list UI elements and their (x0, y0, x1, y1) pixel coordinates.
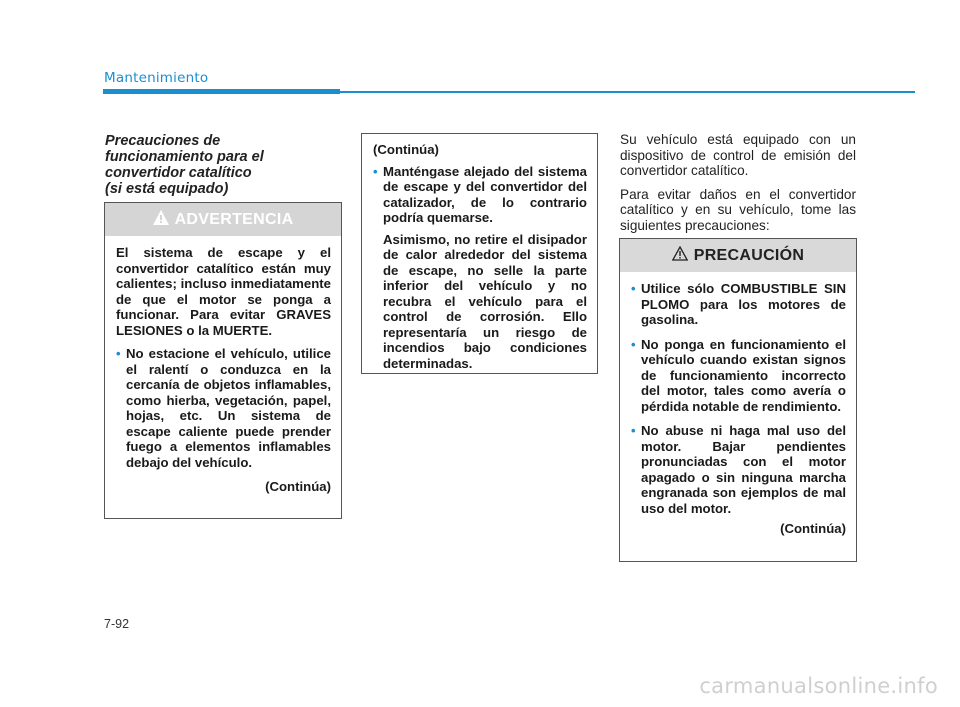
heading-line: Precauciones de (105, 133, 221, 149)
caution-bullet-text: Utilice sólo COMBUSTIBLE SIN PLOMO para los motores de gasolina. (641, 281, 846, 327)
bullet-dot: • (373, 163, 378, 179)
warning-bullet (116, 346, 331, 470)
continued-box (361, 133, 598, 374)
caution-bullet (631, 337, 846, 415)
caution-box-header (620, 239, 856, 272)
caution-title: PRECAUCIÓN (693, 246, 805, 264)
heading-line: convertidor catalítico (105, 165, 252, 181)
warning-paragraph: El sistema de escape y el convertidor catalítico están muy calientes; incluso inmediatamente de que el motor se ponga a funcionar. Para evitar GRAVES LESIONES o la MUERTE. (116, 245, 331, 338)
bullet-dot: • (631, 336, 636, 352)
warning-bullet-text: No estacione el vehículo, utilice el ralentí o conduzca en la cercanía de objetos inflamables, como hierba, vegetación, papel, hojas, etc. Un sistema de escape caliente puede prender fuego a elementos inflamables debajo del vehículo. (126, 346, 331, 470)
warning-box (104, 202, 342, 519)
bullet-dot: • (116, 346, 121, 361)
warning-box-header (105, 203, 341, 236)
intro-text (620, 132, 856, 242)
caution-box (619, 238, 857, 562)
heading-line: (si está equipado) (105, 181, 229, 197)
heading-line: funcionamiento para el (105, 149, 264, 165)
intro-paragraph: Su vehículo está equipado con un dispositivo de control de emisión del convertidor catalítico. (620, 132, 856, 179)
header-rule-thin (340, 91, 915, 93)
section-heading (105, 133, 345, 197)
watermark: carmanualsonline.info (699, 674, 938, 698)
header-rule-thick (103, 89, 340, 94)
continued-bullet-text: Manténgase alejado del sistema de escape y del convertidor del catalizador, de lo contrario podría quemarse. (383, 163, 587, 225)
continued-paragraph: Asimismo, no retire el disipador de calor alrededor del sistema de escape, no selle la parte inferior del vehículo y no recubra el vehículo para el control de corrosión. Ello representaría un riesgo de incendios bajo condiciones determinadas. (383, 231, 587, 371)
continued-label: (Continúa) (373, 142, 439, 157)
page-number: 7-92 (104, 617, 130, 631)
bullet-dot: • (631, 281, 636, 296)
caution-bullet-text: No abuse ni haga mal uso del motor. Bajar pendientes pronunciadas con el motor apagado o sin ninguna marcha engranada son ejemplos de mal uso del motor. (641, 423, 846, 516)
warning-title: ADVERTENCIA (174, 210, 294, 228)
bullet-dot: • (631, 423, 636, 438)
continued-label: (Continúa) (780, 521, 846, 536)
continued-label: (Continúa) (265, 479, 331, 494)
caution-triangle-icon (672, 246, 688, 266)
caution-bullet (631, 423, 846, 516)
caution-bullet (631, 281, 846, 328)
intro-paragraph: Para evitar daños en el convertidor catalítico y en su vehículo, tome las siguientes precauciones: (620, 186, 856, 233)
continued-bullet (373, 164, 587, 226)
caution-bullet-text: No ponga en funcionamiento el vehículo cuando existan signos de funcionamiento incorrecto del motor, tales como avería o pérdida notable de rendimiento. (641, 336, 846, 414)
section-title: Mantenimiento (104, 70, 209, 86)
warning-triangle-icon (153, 210, 169, 230)
